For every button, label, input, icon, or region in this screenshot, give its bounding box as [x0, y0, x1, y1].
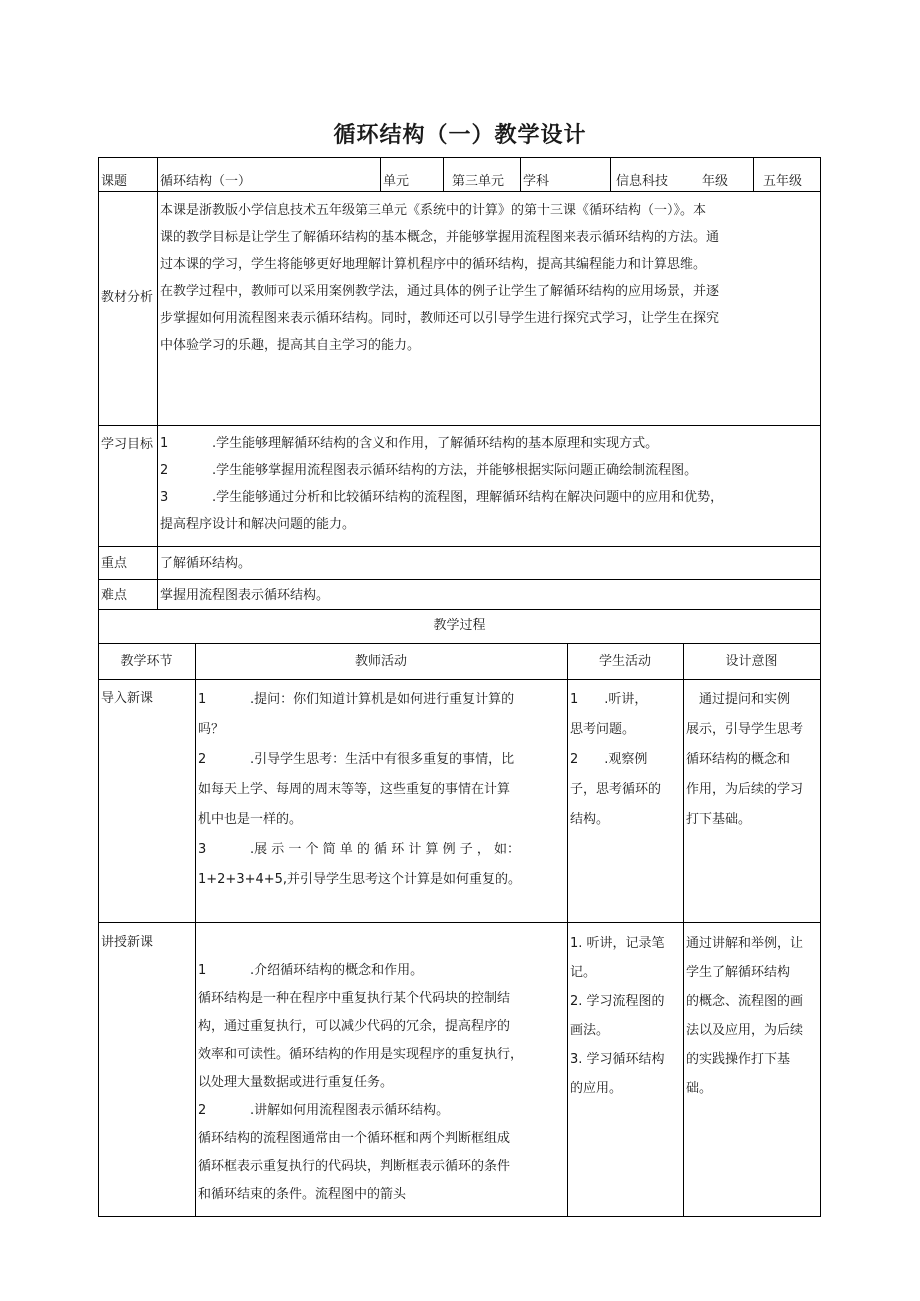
goal-item: 2 .学生能够掌握用流程图表示循环结构的方法，并能够根据实际问题正确绘制流程图。 — [160, 463, 698, 478]
unit-label: 单元 — [383, 174, 410, 189]
lesson-label: 课题 — [101, 174, 128, 189]
student-activity-intro: 1 .听讲， 思考问题。 2 .观察例 子，思考循环的 结构。 — [570, 692, 662, 827]
lesson-value: 循环结构（一） — [160, 174, 252, 189]
stage-intro: 导入新课 — [101, 691, 154, 706]
unit-value: 第三单元 — [452, 174, 505, 189]
goals-list: 1 .学生能够理解循环结构的含义和作用，了解循环结构的基本原理和实现方式。 2 .学生能够掌握用流程图表示循环结构的方法，并能够根据实际问题正确绘制流程图。 3 .学生能够通过分析和比较循环结构的流程图，理解循环结构在解决问题中的应用和优势， 提高程序设计和解决问题的能力。 — [160, 430, 723, 538]
process-title: 教学过程 — [433, 618, 486, 633]
key-value: 了解循环结构。 — [160, 556, 252, 571]
col-header-teacher: 教师活动 — [354, 654, 407, 669]
subject-label: 学科 — [523, 174, 550, 189]
goals-label: 学习目标 — [101, 437, 154, 452]
goal-item: 1 .学生能够理解循环结构的含义和作用，了解循环结构的基本原理和实现方式。 — [160, 436, 659, 451]
subject-value: 信息科技 — [616, 174, 669, 189]
design-intent-teaching: 通过讲解和举例，让 学生了解循环结构 的概念、流程图的画 法以及应用，为后续 的实践操作打下基 础。 — [686, 936, 804, 1096]
grade-value: 五年级 — [763, 174, 803, 189]
teacher-activity-intro: 1 .提问：你们知道计算机是如何进行重复计算的 吗？ 2 .引导学生思考：生活中有很多重复的事情，比 如每天上学、每周的周末等等，这些重复的事情在计算 机中也是一样的。 3 .展 示 一 个 简 单 的 循 环 计 算 例 子 ， 如： 1+2+3+4+5,并引导学生思考这个计算是如何重复的。 — [198, 692, 522, 887]
difficulty-value: 掌握用流程图表示循环结构。 — [160, 588, 330, 603]
grade-label: 年级 — [702, 174, 729, 189]
col-header-stage: 教学环节 — [120, 654, 173, 669]
key-label: 重点 — [101, 556, 128, 571]
col-header-student: 学生活动 — [598, 654, 651, 669]
col-header-intent: 设计意图 — [725, 654, 778, 669]
analysis-label: 教材分析 — [101, 290, 154, 305]
analysis-text: 本课是浙教版小学信息技术五年级第三单元《系统中的计算》的第十三课《循环结构（一）》。本 课的教学目标是让学生了解循环结构的基本概念，并能够掌握用流程图来表示循环结构的方法。通 过本课的学习，学生将能够更好地理解计算机程序中的循环结构，提高其编程能力和计算思维。 在教学过程中，教师可以采用案例教学法，通过具体的例子让学生了解循环结构的应用场景，并逐 步掌握如何用流程图来表示循环结构。同时，教师还可以引导学生进行探究式学习，让学生在探究 中体验学习的乐趣，提高其自主学习的能力。 — [160, 203, 720, 353]
page-title: 循环结构（一）教学设计 — [333, 123, 587, 148]
difficulty-label: 难点 — [101, 588, 128, 603]
stage-teaching: 讲授新课 — [101, 935, 154, 950]
design-intent-intro: 通过提问和实例 展示，引导学生思考 循环结构的概念和 作用，为后续的学习 打下基础。 — [686, 692, 804, 827]
student-activity-teaching: 1. 听讲，记录笔 记。 2. 学习流程图的 画法。 3. 学习循环结构 的应用。 — [570, 936, 665, 1096]
goal-item: 3 .学生能够通过分析和比较循环结构的流程图，理解循环结构在解决问题中的应用和优势， — [160, 490, 724, 505]
teacher-activity-teaching: 1 .介绍循环结构的概念和作用。 循环结构是一种在程序中重复执行某个代码块的控制结 构，通过重复执行，可以减少代码的冗余，提高程序的 效率和可读性。循环结构的作用是实现程序的重复执行， 以处理大量数据或进行重复任务。 2 .讲解如何用流程图表示循环结构。 循环结构的流程图通常由一个循环框和两个判断框组成 循环框表示重复执行的代码块，判断框表示循环的条件 和循环结束的条件。流程图中的箭头 — [198, 963, 524, 1202]
